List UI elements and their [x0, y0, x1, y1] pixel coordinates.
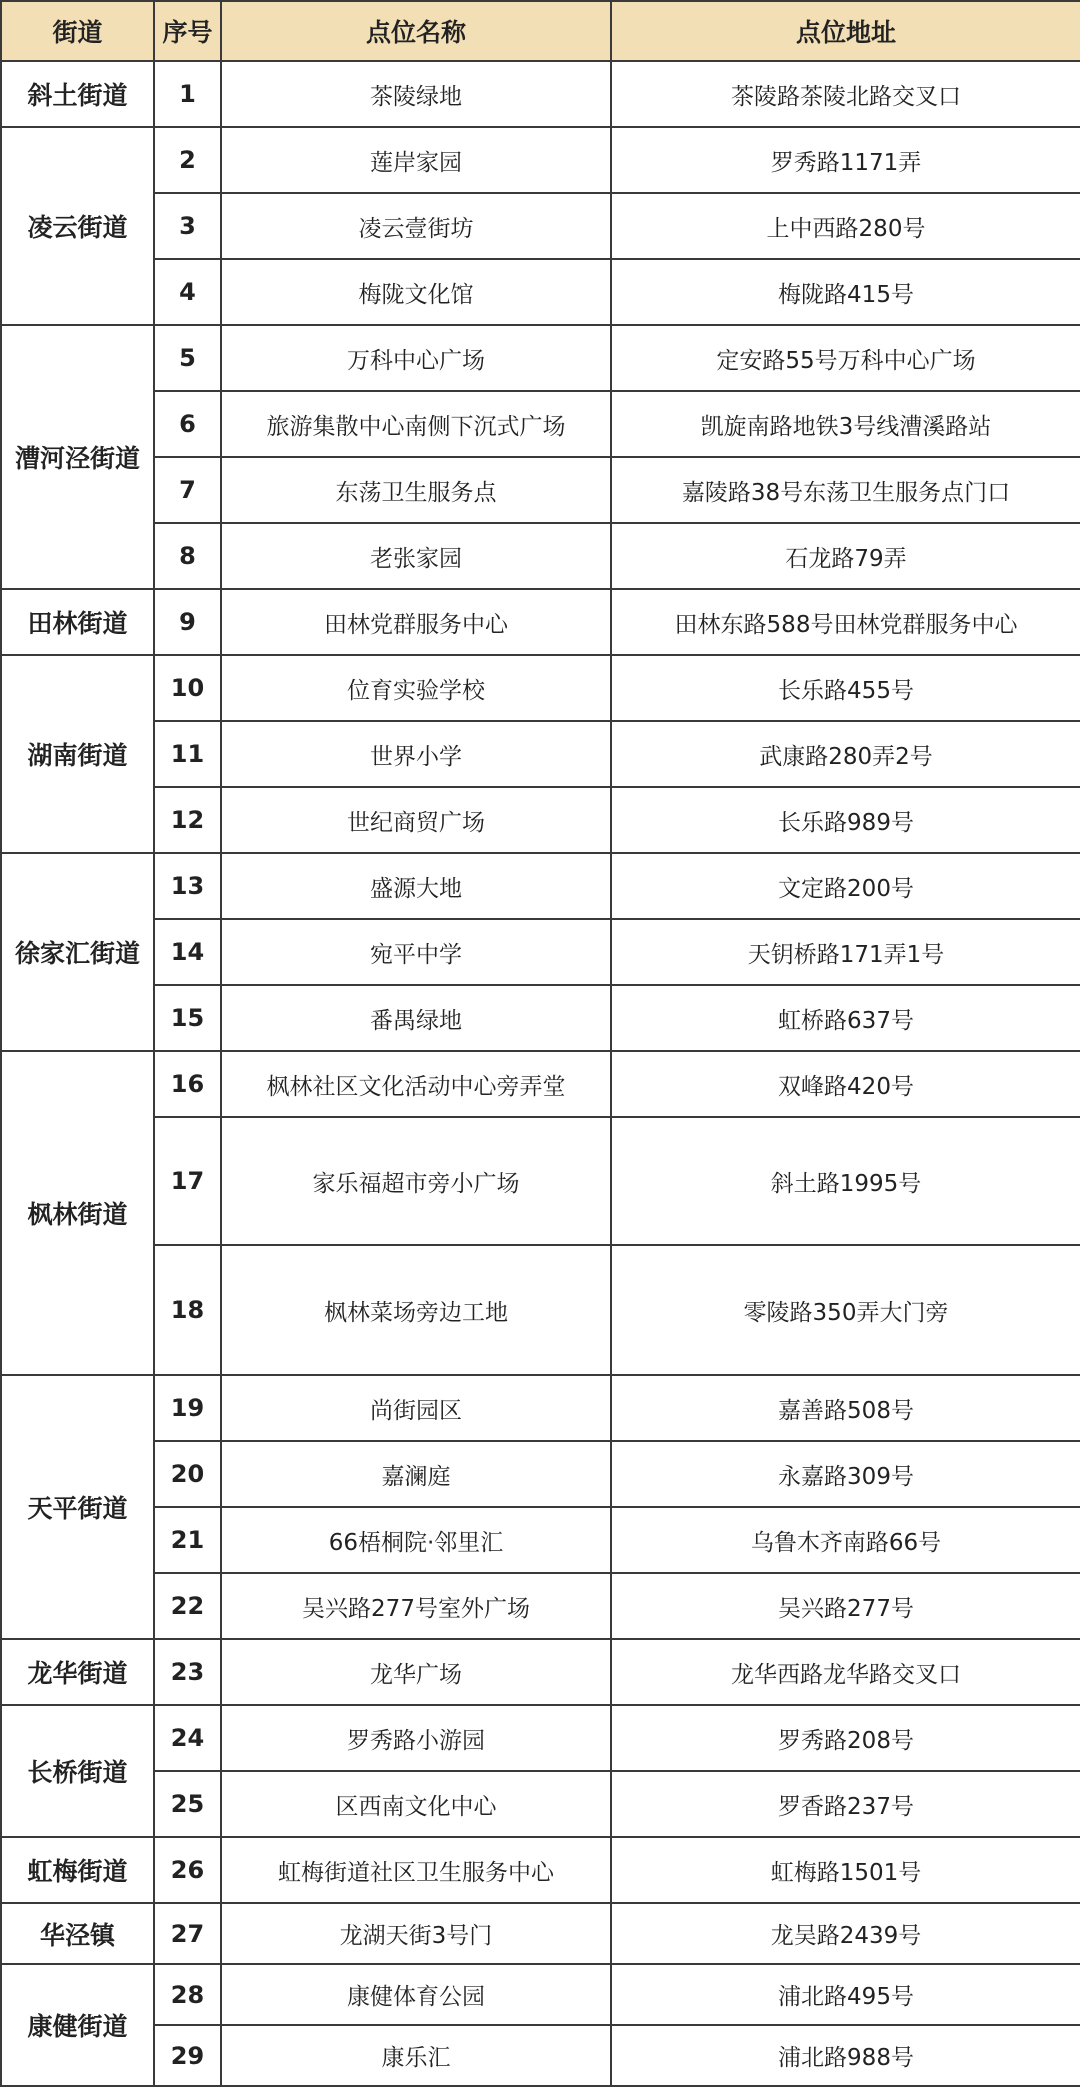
street-cell: 徐家汇街道: [1, 853, 154, 1051]
site-name-cell: 茶陵绿地: [221, 61, 611, 127]
table-row: [1, 1507, 1080, 1573]
site-name-cell: 盛源大地: [221, 853, 611, 919]
address-cell: 龙吴路2439号: [611, 1903, 1080, 1964]
site-name-cell: 区西南文化中心: [221, 1771, 611, 1837]
number-cell: 3: [154, 193, 221, 259]
header-row: [1, 1, 1080, 61]
number-cell: 1: [154, 61, 221, 127]
address-cell: 吴兴路277号: [611, 1573, 1080, 1639]
table-row: [1, 1705, 1080, 1771]
table-row: [1, 1375, 1080, 1441]
table-row: [1, 2025, 1080, 2086]
number-cell: 18: [154, 1245, 221, 1375]
street-cell: 龙华街道: [1, 1639, 154, 1705]
number-cell: 23: [154, 1639, 221, 1705]
site-name-cell: 凌云壹街坊: [221, 193, 611, 259]
site-name-cell: 旅游集散中心南侧下沉式广场: [221, 391, 611, 457]
number-cell: 20: [154, 1441, 221, 1507]
address-cell: 嘉陵路38号东荡卫生服务点门口: [611, 457, 1080, 523]
site-name-cell: 位育实验学校: [221, 655, 611, 721]
site-name-cell: 66梧桐院·邻里汇: [221, 1507, 611, 1573]
address-cell: 上中西路280号: [611, 193, 1080, 259]
table-row: [1, 61, 1080, 127]
number-cell: 29: [154, 2025, 221, 2086]
number-cell: 8: [154, 523, 221, 589]
table-row: [1, 1117, 1080, 1245]
number-cell: 26: [154, 1837, 221, 1903]
table-row: [1, 853, 1080, 919]
table-row: [1, 985, 1080, 1051]
street-cell: 长桥街道: [1, 1705, 154, 1837]
address-cell: 罗秀路208号: [611, 1705, 1080, 1771]
site-name-cell: 莲岸家园: [221, 127, 611, 193]
site-name-cell: 老张家园: [221, 523, 611, 589]
number-cell: 25: [154, 1771, 221, 1837]
table-row: [1, 391, 1080, 457]
number-cell: 2: [154, 127, 221, 193]
address-cell: 罗香路237号: [611, 1771, 1080, 1837]
table-row: [1, 457, 1080, 523]
street-cell: 漕河泾街道: [1, 325, 154, 589]
table-row: [1, 787, 1080, 853]
number-cell: 27: [154, 1903, 221, 1964]
number-cell: 15: [154, 985, 221, 1051]
number-cell: 11: [154, 721, 221, 787]
site-name-cell: 龙湖天街3号门: [221, 1903, 611, 1964]
address-cell: 虹梅路1501号: [611, 1837, 1080, 1903]
address-cell: 零陵路350弄大门旁: [611, 1245, 1080, 1375]
site-name-cell: 世界小学: [221, 721, 611, 787]
table-row: [1, 1771, 1080, 1837]
table-row: [1, 1573, 1080, 1639]
address-cell: 虹桥路637号: [611, 985, 1080, 1051]
street-cell: 斜土街道: [1, 61, 154, 127]
site-name-cell: 宛平中学: [221, 919, 611, 985]
number-cell: 9: [154, 589, 221, 655]
address-cell: 罗秀路1171弄: [611, 127, 1080, 193]
site-name-cell: 世纪商贸广场: [221, 787, 611, 853]
number-cell: 13: [154, 853, 221, 919]
address-cell: 永嘉路309号: [611, 1441, 1080, 1507]
header-street: 街道: [1, 1, 154, 61]
site-name-cell: 家乐福超市旁小广场: [221, 1117, 611, 1245]
number-cell: 16: [154, 1051, 221, 1117]
table-row: [1, 655, 1080, 721]
address-cell: 长乐路455号: [611, 655, 1080, 721]
address-cell: 梅陇路415号: [611, 259, 1080, 325]
site-name-cell: 梅陇文化馆: [221, 259, 611, 325]
table-row: [1, 1245, 1080, 1375]
table-row: [1, 589, 1080, 655]
street-cell: 凌云街道: [1, 127, 154, 325]
site-name-cell: 番禺绿地: [221, 985, 611, 1051]
number-cell: 14: [154, 919, 221, 985]
street-cell: 田林街道: [1, 589, 154, 655]
number-cell: 10: [154, 655, 221, 721]
table-row: [1, 1964, 1080, 2025]
number-cell: 28: [154, 1964, 221, 2025]
number-cell: 21: [154, 1507, 221, 1573]
site-name-cell: 康乐汇: [221, 2025, 611, 2086]
header-name: 点位名称: [221, 1, 611, 61]
table-row: [1, 193, 1080, 259]
header-num: 序号: [154, 1, 221, 61]
site-name-cell: 枫林菜场旁边工地: [221, 1245, 611, 1375]
number-cell: 4: [154, 259, 221, 325]
address-cell: 文定路200号: [611, 853, 1080, 919]
address-cell: 乌鲁木齐南路66号: [611, 1507, 1080, 1573]
number-cell: 19: [154, 1375, 221, 1441]
table-row: [1, 259, 1080, 325]
number-cell: 7: [154, 457, 221, 523]
table-row: [1, 721, 1080, 787]
table-row: [1, 1837, 1080, 1903]
table-row: [1, 1051, 1080, 1117]
table-row: [1, 919, 1080, 985]
address-cell: 石龙路79弄: [611, 523, 1080, 589]
address-cell: 田林东路588号田林党群服务中心: [611, 589, 1080, 655]
street-cell: 枫林街道: [1, 1051, 154, 1375]
table-row: [1, 127, 1080, 193]
number-cell: 12: [154, 787, 221, 853]
address-cell: 茶陵路茶陵北路交叉口: [611, 61, 1080, 127]
address-cell: 武康路280弄2号: [611, 721, 1080, 787]
address-cell: 浦北路495号: [611, 1964, 1080, 2025]
site-name-cell: 罗秀路小游园: [221, 1705, 611, 1771]
site-name-cell: 虹梅街道社区卫生服务中心: [221, 1837, 611, 1903]
table-row: [1, 1903, 1080, 1964]
table-row: [1, 325, 1080, 391]
table-row: [1, 1441, 1080, 1507]
street-cell: 天平街道: [1, 1375, 154, 1639]
number-cell: 5: [154, 325, 221, 391]
site-name-cell: 枫林社区文化活动中心旁弄堂: [221, 1051, 611, 1117]
address-cell: 凯旋南路地铁3号线漕溪路站: [611, 391, 1080, 457]
address-cell: 长乐路989号: [611, 787, 1080, 853]
address-cell: 斜土路1995号: [611, 1117, 1080, 1245]
table-body: [1, 61, 1080, 2086]
table-row: [1, 523, 1080, 589]
site-name-cell: 万科中心广场: [221, 325, 611, 391]
address-cell: 定安路55号万科中心广场: [611, 325, 1080, 391]
number-cell: 6: [154, 391, 221, 457]
address-cell: 嘉善路508号: [611, 1375, 1080, 1441]
site-name-cell: 康健体育公园: [221, 1964, 611, 2025]
table-row: [1, 1639, 1080, 1705]
address-cell: 浦北路988号: [611, 2025, 1080, 2086]
street-cell: 华泾镇: [1, 1903, 154, 1964]
site-name-cell: 田林党群服务中心: [221, 589, 611, 655]
site-name-cell: 吴兴路277号室外广场: [221, 1573, 611, 1639]
number-cell: 24: [154, 1705, 221, 1771]
address-cell: 龙华西路龙华路交叉口: [611, 1639, 1080, 1705]
number-cell: 22: [154, 1573, 221, 1639]
street-cell: 虹梅街道: [1, 1837, 154, 1903]
address-cell: 天钥桥路171弄1号: [611, 919, 1080, 985]
site-name-cell: 东荡卫生服务点: [221, 457, 611, 523]
site-name-cell: 龙华广场: [221, 1639, 611, 1705]
street-cell: 湖南街道: [1, 655, 154, 853]
street-cell: 康健街道: [1, 1964, 154, 2086]
site-name-cell: 尚街园区: [221, 1375, 611, 1441]
header-address: 点位地址: [611, 1, 1080, 61]
address-cell: 双峰路420号: [611, 1051, 1080, 1117]
site-name-cell: 嘉澜庭: [221, 1441, 611, 1507]
number-cell: 17: [154, 1117, 221, 1245]
